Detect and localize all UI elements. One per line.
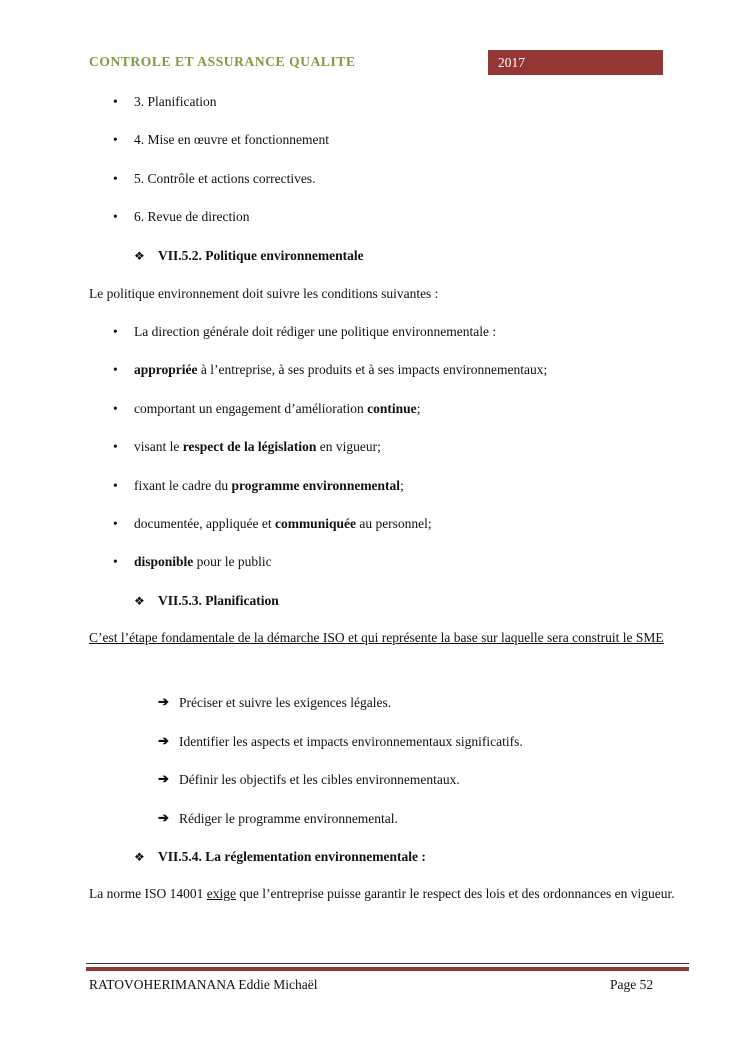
bullet-icon: • (113, 516, 118, 531)
arrow-icon: ➔ (158, 694, 169, 709)
condition-item: La direction générale doit rédiger une politique environnementale : (134, 324, 497, 339)
footer-author: RATOVOHERIMANANA Eddie Michaël (89, 977, 318, 992)
list-item: 4. Mise en œuvre et fonctionnement (134, 132, 329, 147)
section-heading-planification: VII.5.3. Planification (158, 593, 279, 608)
bullet-icon: • (113, 171, 118, 186)
bullet-icon: • (113, 478, 118, 493)
diamond-bullet-icon: ❖ (134, 249, 145, 263)
step-item: Rédiger le programme environnemental. (179, 811, 398, 826)
arrow-icon: ➔ (158, 810, 169, 825)
planification-paragraph: C’est l’étape fondamentale de la démarche ISO et qui représente la base sur laquelle sera construit le SME (89, 630, 664, 645)
list-item: 3. Planification (134, 94, 217, 109)
condition-item: comportant un engagement d’amélioration continue; (134, 401, 421, 416)
norme-paragraph: La norme ISO 14001 exige que l’entreprise puisse garantir le respect des lois et des ordonnances en vigueur. (89, 886, 675, 901)
condition-item: disponible pour le public (134, 554, 272, 569)
bullet-icon: • (113, 554, 118, 569)
bullet-icon: • (113, 401, 118, 416)
step-item: Préciser et suivre les exigences légales. (179, 695, 392, 710)
footer-rule-thin (86, 963, 689, 964)
arrow-icon: ➔ (158, 733, 169, 748)
list-item: 6. Revue de direction (134, 209, 250, 224)
arrow-icon: ➔ (158, 771, 169, 786)
step-item: Identifier les aspects et impacts environnementaux significatifs. (179, 734, 523, 749)
page-number: Page 52 (610, 977, 654, 992)
section-heading-politique: VII.5.2. Politique environnementale (158, 248, 364, 263)
bullet-icon: • (113, 439, 118, 454)
bullet-icon: • (113, 324, 118, 339)
footer-rule-thick (86, 967, 689, 971)
bullet-icon: • (113, 209, 118, 224)
intro-paragraph: Le politique environnement doit suivre les conditions suivantes : (89, 286, 439, 301)
list-item: 5. Contrôle et actions correctives. (134, 171, 316, 186)
condition-item: visant le respect de la législation en vigueur; (134, 439, 381, 454)
bullet-icon: • (113, 132, 118, 147)
diamond-bullet-icon: ❖ (134, 850, 145, 864)
section-heading-reglementation: VII.5.4. La réglementation environnementale : (158, 849, 426, 864)
condition-item: documentée, appliquée et communiquée au personnel; (134, 516, 432, 531)
diamond-bullet-icon: ❖ (134, 594, 145, 608)
condition-item: appropriée à l’entreprise, à ses produits et à ses impacts environnementaux; (134, 362, 548, 377)
step-item: Définir les objectifs et les cibles environnementaux. (179, 772, 460, 787)
header-year: 2017 (488, 50, 663, 75)
header-title: CONTROLE ET ASSURANCE QUALITE (89, 54, 356, 69)
bullet-icon: • (113, 362, 118, 377)
bullet-icon: • (113, 94, 118, 109)
condition-item: fixant le cadre du programme environnemental; (134, 478, 404, 493)
